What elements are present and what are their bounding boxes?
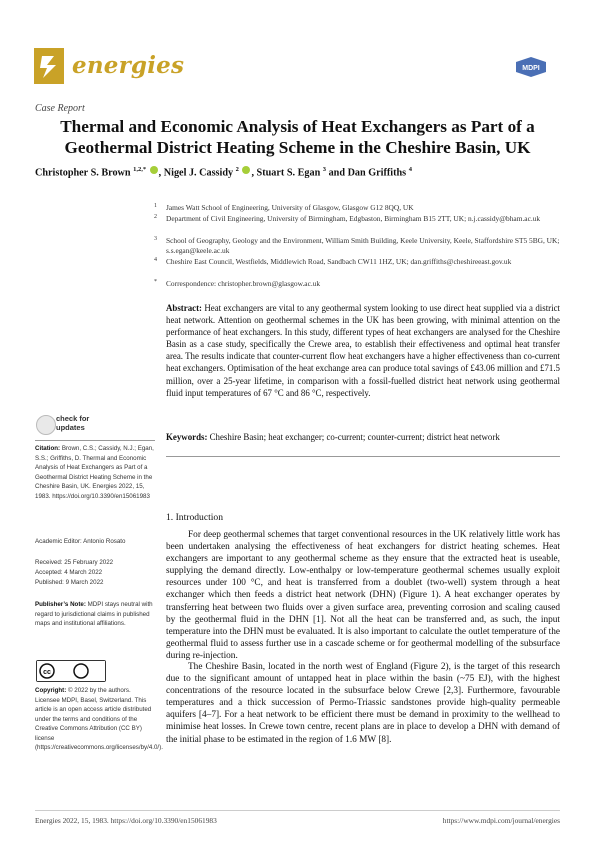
cc-by-license-icon[interactable] — [36, 660, 106, 682]
publisher-note: Publisher’s Note: MDPI stays neutral with regard to jurisdictional claims in published maps and institutional affiliations. — [35, 601, 153, 627]
mdpi-logo — [516, 57, 546, 77]
abstract-label: Abstract: — [166, 303, 202, 313]
academic-editor: Academic Editor: Antonio Rosato — [35, 538, 126, 545]
published-date: Published: 9 March 2022 — [35, 579, 104, 586]
copyright: Copyright: © 2022 by the authors. Licensee MDPI, Basel, Switzerland. This article is an open access article distributed under the terms and conditions of the Creative Commons Attribution (CC BY) license (https://creativecommons.org/licenses/by/4.0/). — [35, 687, 163, 751]
orcid-icon[interactable] — [150, 166, 158, 174]
keywords-text: Cheshire Basin; heat exchanger; co-current; counter-current; district heat network — [209, 432, 500, 442]
sidebar-divider — [35, 440, 155, 441]
affiliation: 4 Cheshire East Council, Westfields, Middlewich Road, Sandbach CW11 1HZ, UK; dan.griffiths@cheshireeast.gov.uk — [154, 257, 512, 266]
correspondence: * Correspondence: christopher.brown@glasgow.ac.uk — [154, 279, 321, 288]
abstract-text: Heat exchangers are vital to any geothermal system looking to use direct heat supplied via a district heat network. Attention on geothermal schemes in the UK has been growing, with minimal attention on the performance of heat exchangers. In this study, different types of heat exchangers are analysed for the Cheshire Basin as a case study, specifically the Crewe area, to establish their effectiveness and optimal heat transfer area. The results indicate that counter-current flow heat exchangers have a higher effectiveness than co-current heat exchangers. Optimisation of the heat exchange area can produce total savings of £43.06 million and £71.5 million, over a 25-year lifetime, in comparison with a fossil-fuelled district heat network using geothermal fluid input temperatures of 67 °C and 86 °C, respectively. — [166, 303, 560, 398]
article-title: Thermal and Economic Analysis of Heat Exchangers as Part of a Geothermal District Heating Scheme in the Cheshire Basin, UK — [60, 117, 535, 157]
abstract — [166, 302, 560, 399]
journal-name: energies — [72, 52, 185, 79]
svg-text:MDPI: MDPI — [522, 65, 540, 72]
article-type: Case Report — [35, 103, 85, 114]
affiliation: 2 Department of Civil Engineering, University of Birmingham, Edgbaston, Birmingham B15 2TT, UK; n.j.cassidy@bham.ac.uk — [154, 214, 541, 223]
author-affiliation-marker: 1,2,* — [133, 166, 147, 173]
author-name[interactable]: Dan Griffiths — [347, 167, 407, 179]
section-heading: 1. Introduction — [166, 512, 224, 523]
body-paragraph: For deep geothermal schemes that target conventional resources in the UK relatively little work has been undertaken analysing the effectiveness of heat exchangers for district heating schemes. Heat exchangers are important to any geothermal scheme as they ensure that the extracted heat is useable, supplying the demand directly. Low-enthalpy or low-temperature geothermal schemes usually exploit resources under 100 °C, and heat is transferred from a doublet (two-well) system through a heat exchanger which then feeds a district heat network (DHN) (Figure 1). A heat exchanger operates by transferring heat between two fluids over a given surface area, preventing corrosion and scaling caused by the geothermal fluid in the DHN [1]. Not all the heat can be transferred and, as such, the input temperature into the DHN must be evaluated. It is also important to calculate the outlet temperature of the geothermal fluid to assess further use in a cascade scheme or for geothermal modelling of the subsurface during re-injection. — [166, 530, 560, 661]
check-for-updates-icon[interactable] — [36, 415, 56, 435]
section-divider — [166, 456, 560, 457]
keywords — [166, 432, 560, 442]
author-name[interactable]: Christopher S. Brown — [35, 167, 131, 179]
body-paragraph: The Cheshire Basin, located in the north west of England (Figure 2), is the target of this research due to the significant amount of untapped heat in place within the basin (~75 EJ), with the highest concentrations of the resource located in the subsurface below Crewe [2,3]. Furthermore, favourable temperatures and a thick succession of Permo-Triassic sandstones provide high-quality permeable aquifers [4–7]. For a heat network to be efficient there must be demand in proximity to the wellhead to minimise heat losses. In Crewe town centre, recent plans are in place to develop a DHN with demand of the initial phase to be estimated in the region of 1.6 MW [8]. — [166, 662, 560, 745]
author-affiliation-marker: 2 — [235, 166, 239, 173]
author-affiliation-marker: 4 — [408, 166, 412, 173]
affiliation: 1 James Watt School of Engineering, University of Glasgow, Glasgow G12 8QQ, UK — [154, 203, 414, 212]
accepted-date: Accepted: 4 March 2022 — [35, 569, 103, 576]
author-name[interactable]: Stuart S. Egan — [256, 167, 321, 179]
footer-journal-link[interactable]: https://www.mdpi.com/journal/energies — [442, 816, 560, 825]
received-date: Received: 25 February 2022 — [35, 559, 114, 566]
author-name[interactable]: Nigel J. Cassidy — [163, 167, 234, 179]
author-list: Christopher S. Brown $^{1,2,*}$ , Nigel J. Cassidy $^2$ , Stuart S. Egan $^3$ and Dan Griffiths $^4$ — [35, 166, 412, 179]
author-affiliation-marker: 3 — [322, 166, 327, 173]
citation: Citation: Brown, C.S.; Cassidy, N.J.; Egan, S.S.; Griffiths, D. Thermal and Economic Analysis of Heat Exchangers as Part of a Geothermal District Heating Scheme in the Cheshire Basin, UK. Energies 2022, 15, 1983. https://doi.org/10.3390/en15061983 — [35, 445, 154, 500]
journal-logo — [34, 48, 64, 84]
check-for-updates-button[interactable]: check for updates — [56, 414, 90, 432]
keywords-label: Keywords: — [166, 432, 208, 442]
svg-text:cc: cc — [43, 669, 51, 676]
orcid-icon[interactable] — [242, 166, 250, 174]
footer-divider — [35, 810, 560, 811]
affiliation: 3 School of Geography, Geology and the Environment, William Smith Building, Keele University, Keele, Staffordshire ST5 5BG, UK; s.s.egan@keele.ac.uk — [154, 236, 560, 255]
footer-citation: Energies 2022, 15, 1983. https://doi.org/10.3390/en15061983 — [35, 816, 217, 825]
